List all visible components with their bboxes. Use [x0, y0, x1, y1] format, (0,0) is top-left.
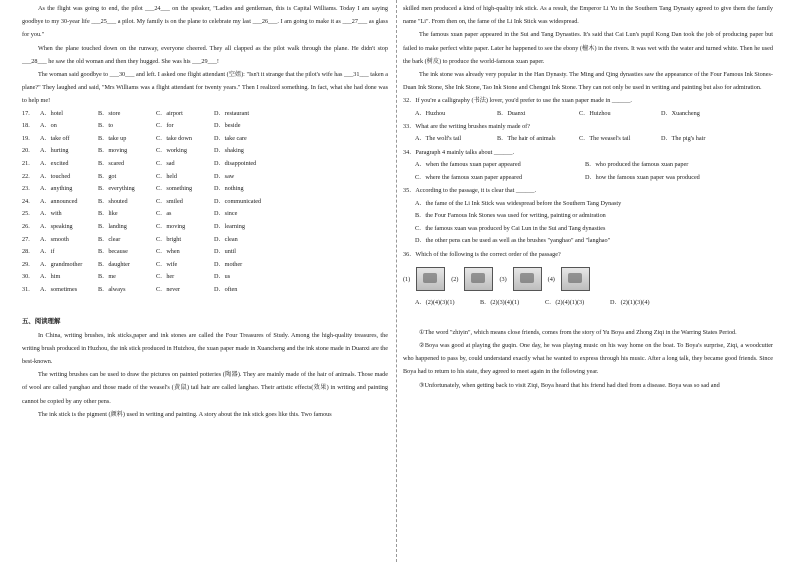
question-number: 29. [22, 260, 30, 268]
question-number: 25. [22, 210, 30, 218]
option-a: A．announced [40, 197, 78, 205]
question-number: 26. [22, 222, 30, 230]
option-b: B．always [98, 285, 126, 293]
question-33: 33．What are the writing brushes mainly made of? [403, 123, 530, 131]
option-d: D．beside [214, 122, 241, 130]
option-row [22, 246, 388, 259]
option-d: D．learning [214, 222, 245, 230]
option-c: C．wife [156, 260, 178, 268]
option-d: D．the other pens can be used as well as the brushes "yanghao" and "langhao" [415, 237, 611, 245]
option-b: B．because [98, 248, 128, 256]
passage-paragraph-3: ③Unfortunately, when getting back to visit Ziqi, Boya heard that his friend had died from a disease. Boya was so sad and [419, 381, 720, 389]
option-row [22, 284, 388, 297]
question-35: 35．According to the passage, it is clear that ______. [403, 187, 536, 195]
option-d: D．restaurant [214, 109, 250, 117]
option-d: D．since [214, 210, 238, 218]
option-b: B．daughter [98, 260, 130, 268]
left-column [22, 0, 388, 421]
option-row [22, 221, 388, 234]
reading-paragraph-3: The ink stick is the pigment (颜料) used in writing and painting. A story about the ink stick goes like this. Two famous [38, 410, 332, 418]
option-a: A．speaking [40, 222, 73, 230]
option-d: D．us [214, 273, 231, 281]
option-a: A．excited [40, 160, 69, 167]
question-number: 30. [22, 273, 30, 281]
question-33-options [403, 133, 773, 146]
option-d: D．often [214, 285, 238, 293]
option-a: A．The wolf's tail [415, 135, 462, 143]
option-row [22, 259, 388, 272]
option-b: B．shouted [98, 197, 128, 205]
option-a: A．hurting [40, 147, 69, 155]
option-row [22, 120, 388, 133]
picture-3 [513, 267, 542, 291]
option-row [22, 158, 388, 171]
option-c: C．Huizhou [579, 109, 611, 117]
reading-paragraph-5: The famous xuan paper appeared in the Sui and Tang Dynasties. It's said that Cai Lun's pupil Kong Dan took the job of producing paper but failed to make perfect white paper. Later he happened to see the ebony (檀木) in the rivers. It was wet with the water and turned white. Then he used the bark (树皮) to produce the world-famous xuan paper. [403, 31, 773, 65]
option-row [22, 171, 388, 184]
option-c: C．held [156, 172, 177, 180]
option-a: A．the fame of the Li Ink Stick was widespread before the Southern Tang Dynasty [415, 199, 622, 207]
question-34: 34．Paragraph 4 mainly talks about ______. [403, 149, 515, 157]
cloze-paragraph-2: When the plane touched down on the runway, everyone cheered. They all clapped as the pilot walk through the plane. He didn't stop ___28___ he saw the old woman and then they hugged. She was his ___29___! [22, 44, 388, 65]
option-d: D．clean [214, 235, 238, 243]
column-divider [396, 0, 397, 562]
option-row [22, 108, 388, 121]
reading-paragraph-2: The writing brushes can be used to draw the pictures on painted potteries (陶器). They are mainly made of the hair of animals. Those made of wool are called yanghao and those made of the weasel's (黄鼠) tail hair are called langhao. Their artistic effects(效果) in writing and painting cannot be copied by any other pens. [22, 371, 388, 405]
question-number: 31. [22, 285, 30, 293]
option-a: A．take off [40, 134, 70, 142]
option-row [22, 271, 388, 284]
question-36-options [403, 297, 773, 310]
cloze-paragraph-3: The woman said goodbye to ___30___ and left. I asked one flight attendant (空姐): "Isn't it strange that the pilot's wife has ___31___ taken a plane?" They laughed and said, "Mrs Williams was a flight attendant for twenty years." Then I realized something. In fact, what she had done was to help me! [22, 71, 388, 105]
option-d: D．Xuancheng [661, 109, 700, 117]
option-row [22, 234, 388, 247]
option-a: A．sometimes [40, 285, 78, 293]
question-number: 23. [22, 185, 30, 193]
option-b: B．the Four Famous Ink Stones was used for writing, painting or admiration [415, 212, 606, 220]
option-a: A．on [40, 122, 57, 130]
option-row [22, 183, 388, 196]
question-number: 20. [22, 147, 30, 155]
option-c: C．(2)(4)(1)(3) [545, 299, 585, 307]
reading-paragraph-4: skilled men produced a kind of high-quality ink stick. As a result, the Emperor Li Yu in the Southern Tang Dynasty agreed to give them the family name "Li". From then on, the fame of the Li Ink Stick was widespread. [403, 5, 773, 26]
option-c: C．smiled [156, 197, 183, 205]
option-b: B．got [98, 172, 117, 180]
option-d: D．disappointed [214, 160, 257, 167]
passage-paragraph-2: ②Boya was good at playing the guqin. One day, he was playing music on his way home on the boat. To Boya's surprise, Ziqi, a woodcutter who happened to pass by, could understand exactly what he wanted to express through his music. After a long talk, they became good friends. Since Boya had to return to his state, they agreed to meet again in the following year. [403, 341, 773, 376]
option-a: A．smooth [40, 235, 69, 243]
option-a: A．hotel [40, 109, 64, 117]
option-b: B．moving [98, 147, 128, 155]
question-number: 21. [22, 160, 30, 167]
option-c: C．her [156, 273, 175, 281]
option-d: D．saw [214, 172, 235, 180]
cloze-options [22, 108, 388, 297]
picture-1 [416, 267, 445, 291]
option-b: B．to [98, 122, 114, 130]
option-d: D．how the famous xuan paper was produced [585, 173, 700, 181]
option-c: C．as [156, 210, 172, 218]
option-row [22, 145, 388, 158]
picture-4 [561, 267, 590, 291]
picture-label-2: (2) [451, 275, 459, 283]
option-b: B．Duanxi [497, 109, 526, 117]
option-c: C．the famous xuan was produced by Cai Lun in the Sui and Tang dynasties [415, 224, 606, 232]
option-b: B．take up [98, 134, 127, 142]
option-b: B．scared [98, 160, 125, 167]
option-d: D．take care [214, 134, 247, 142]
option-c: C．airport [156, 109, 183, 117]
option-d: D．until [214, 248, 237, 256]
question-number: 24. [22, 197, 30, 205]
option-d: D．nothing [214, 185, 244, 193]
option-b: B．who produced the famous xuan paper [585, 161, 689, 169]
option-a: A．Huzhou [415, 109, 446, 117]
passage-paragraph-1: ①The word "zhiyin", which means close friends, comes from the story of Yu Boya and Zhong Ziqi in the Warring States Period. [419, 328, 737, 336]
picture-label-3: (3) [499, 275, 507, 283]
question-number: 27. [22, 235, 30, 243]
question-number: 28. [22, 248, 30, 256]
option-c: C．moving [156, 222, 186, 230]
option-c: C．bright [156, 235, 182, 243]
question-36: 36．Which of the following is the correct order of the passage? [403, 250, 561, 258]
option-row [22, 133, 388, 146]
question-34-options-ab [403, 159, 773, 172]
cloze-paragraph-1: As the flight was going to end, the pilot ___24___ on the speaker, "Ladies and gentleman, this is Capital Williams. Today I am saying goodbye to my 30-year life ___25___ a pilot. My family is on the plane to celebrate my last ___26___. I am going to make it as ___27___ as glass for you." [22, 5, 388, 39]
option-b: B．The hair of animals [497, 135, 556, 143]
option-a: A．(2)(4)(3)(1) [415, 299, 455, 307]
option-d: D．The pig's hair [661, 135, 706, 143]
option-d: D．(2)(1)(3)(4) [610, 299, 650, 307]
option-b: B．(2)(3)(4)(1) [480, 299, 520, 307]
picture-label-4: (4) [547, 275, 555, 283]
right-column [403, 0, 773, 392]
reading-paragraph-6: The ink stone was already very popular in the Han Dynasty. The Ming and Qing dynasties saw the appearance of the Four Famous Ink Stones-Duan Ink Stone, She Ink Stone, Tao Ink Stone and Chengni Ink Stone. They can not only be used in writing and painting but also for admiration. [403, 71, 773, 92]
option-a: A．him [40, 273, 61, 281]
question-number: 22. [22, 172, 30, 180]
option-b: B．me [98, 273, 116, 281]
option-b: B．store [98, 109, 121, 117]
option-b: B．like [98, 210, 118, 218]
option-a: A．grandmother [40, 260, 83, 268]
option-d: D．communicated [214, 197, 262, 205]
picture-2 [464, 267, 493, 291]
question-32-options [403, 108, 773, 121]
picture-label-1: (1) [403, 275, 411, 283]
option-a: A．anything [40, 185, 73, 193]
option-d: D．mother [214, 260, 243, 268]
question-number: 17. [22, 109, 30, 117]
question-34-options-cd [403, 172, 773, 185]
option-b: B．clear [98, 235, 121, 243]
option-c: C．never [156, 285, 181, 293]
option-b: B．landing [98, 222, 127, 230]
section-heading: 五、阅读理解 [22, 317, 61, 325]
option-c: C．for [156, 122, 174, 130]
question-number: 18. [22, 122, 30, 130]
option-a: A．touched [40, 172, 71, 180]
option-c: C．take down [156, 134, 192, 142]
option-c: C．sad [156, 160, 175, 167]
option-row [22, 196, 388, 209]
option-row [22, 208, 388, 221]
option-d: D．shaking [214, 147, 244, 155]
question-36-pictures [403, 267, 773, 291]
option-b: B．everything [98, 185, 135, 193]
option-a: A．when the famous xuan paper appeared [415, 161, 521, 169]
option-a: A．if [40, 248, 55, 256]
option-a: A．with [40, 210, 62, 218]
option-c: C．where the famous xuan paper appeared [415, 173, 523, 181]
question-number: 19. [22, 134, 30, 142]
option-c: C．when [156, 248, 180, 256]
reading-paragraph-1: In China, writing brushes, ink sticks,paper and ink stones are called the Four Treasures of Study. Among the high-quality treasures, the writing brush produced in Huzhou, the ink stick produced in Huizhou, the xuan paper made in Xuancheng and the ink stone made in Duanxi are the best-known. [22, 331, 388, 365]
option-c: C．working [156, 147, 187, 155]
option-c: C．something [156, 185, 193, 193]
question-32: 32．If you're a calligraphy (书法) lover, you'd prefer to use the xuan paper made in ______. [403, 97, 632, 105]
option-c: C．The weasel's tail [579, 135, 631, 143]
